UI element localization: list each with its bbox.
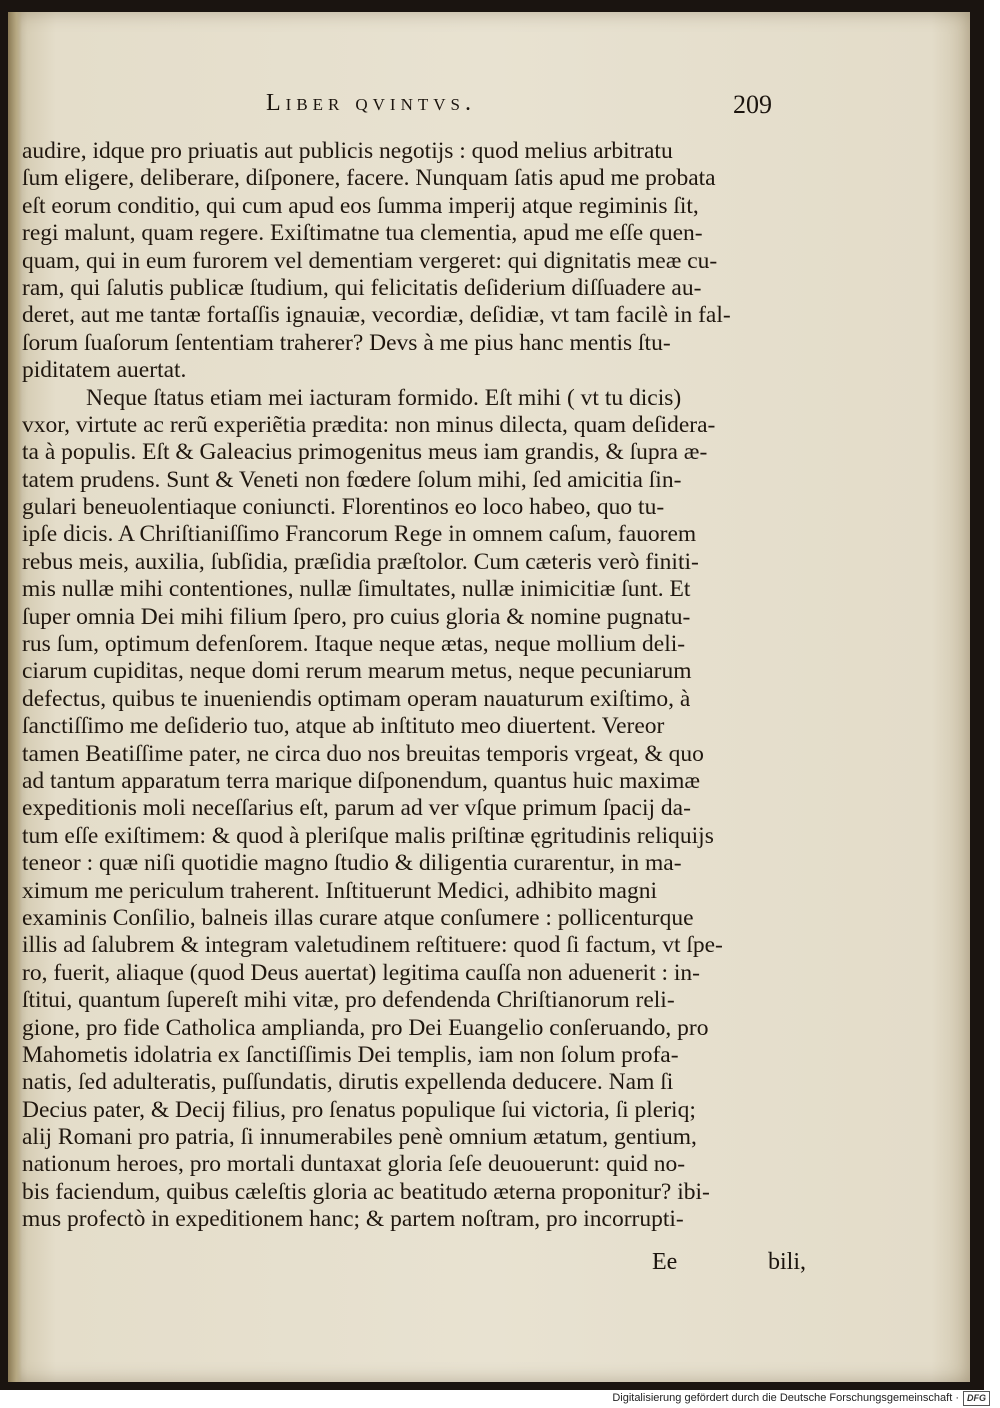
digitization-credit: Digitalisierung gefördert durch die Deutsche Forschungsgemeinschaft ·	[612, 1392, 959, 1404]
text-line: gione, pro fide Catholica amplianda, pro Dei Euangelio conſeruando, pro	[22, 1014, 709, 1041]
text-line: rus ſum, optimum defenſorem. Itaque neque ætas, neque mollium deli-	[22, 631, 686, 658]
text-line: gulari beneuolentiaque coniuncti. Florentinos eo loco habeo, quo tu-	[22, 494, 665, 521]
dfg-logo-icon: DFG	[963, 1391, 990, 1406]
text-line: tatem prudens. Sunt & Veneti non fœdere ſolum mihi, ſed amicitia ſin-	[22, 466, 682, 493]
text-line: Decius pater, & Decij filius, pro ſenatus populique ſui victoria, ſi pleriq;	[22, 1096, 696, 1123]
text-line: expeditionis moli neceſſarius eſt, parum ad ver vſque primum ſpacij da-	[22, 795, 691, 822]
text-line: defectus, quibus te inueniendis optimam operam nauaturum exiſtimo, à	[22, 685, 691, 712]
body-text	[22, 138, 810, 1234]
text-line: ſuper omnia Dei mihi filium ſpero, pro cuius gloria & nomine pugnatu-	[22, 603, 691, 630]
text-line: examinis Conſilio, balneis illas curare atque conſumere : pollicenturque	[22, 904, 694, 931]
text-line: teneor : quæ niſi quotidie magno ſtudio & diligentia curarentur, in ma-	[22, 850, 682, 877]
text-line: deret, aut me tantæ fortaſſis ignauiæ, vecordiæ, deſidiæ, vt tam facilè in fal-	[22, 302, 731, 329]
text-line: ximum me periculum traherent. Inſtituerunt Medici, adhibito magni	[22, 877, 657, 904]
catchline	[8, 1249, 970, 1277]
signature-mark: Ee	[652, 1249, 678, 1275]
page-gutter	[8, 12, 22, 1382]
text-line: illis ad ſalubrem & integram valetudinem reſtituere: quod ſi factum, vt ſpe-	[22, 932, 723, 959]
text-line: ram, qui ſalutis publicæ ſtudium, qui felicitatis deſiderium diſſuadere au-	[22, 274, 702, 301]
text-line: Mahometis idolatria ex ſanctiſſimis Dei templis, iam non ſolum profa-	[22, 1041, 679, 1068]
text-line: ſtitui, quantum ſupereſt mihi vitæ, pro defendenda Chriſtianorum reli-	[22, 987, 675, 1014]
text-line: mus profectò in expeditionem hanc; & partem noſtram, pro incorrupti-	[22, 1206, 684, 1233]
text-line: eſt eorum conditio, qui cum apud eos ſumma imperij atque regiminis ſit,	[22, 192, 699, 219]
text-line: piditatem auertat.	[22, 357, 187, 384]
digitization-footer	[612, 1390, 990, 1406]
text-line: rebus meis, auxilia, ſubſidia, præſidia præſtolor. Cum cæteris verò finiti-	[22, 548, 699, 575]
text-line: bis faciendum, quibus cæleſtis gloria ac beatitudo æterna proponitur? ibi-	[22, 1178, 710, 1205]
text-line: natis, ſed adulteratis, puſſundatis, dirutis expellenda deducere. Nam ſi	[22, 1069, 674, 1096]
text-line: quam, qui in eum furorem vel dementiam vergeret: qui dignitatis meæ cu-	[22, 247, 718, 274]
text-line: ad tantum apparatum terra marique diſponendum, quantus huic maximæ	[22, 767, 701, 794]
text-line: ro, fuerit, aliaque (quod Deus auertat) legitima cauſſa non aduenerit : in-	[22, 959, 700, 986]
book-page	[8, 12, 970, 1382]
page-header	[8, 90, 970, 130]
text-line: audire, idque pro priuatis aut publicis negotijs : quod melius arbitratu	[22, 138, 673, 164]
text-line: tum eſſe exiſtimem: & quod à pleriſque malis priſtinæ ęgritudinis reliquijs	[22, 822, 714, 849]
text-line: ciarum cupiditas, neque domi rerum mearum metus, neque pecuniarum	[22, 658, 692, 685]
text-line: vxor, virtute ac rerũ experiẽtia prædita: non minus dilecta, quam deſidera-	[22, 411, 716, 438]
text-line: ſanctiſſimo me deſiderio tuo, atque ab inſtituto meo diuertent. Vereor	[22, 713, 665, 740]
catchword: bili,	[768, 1249, 807, 1275]
page-number: 209	[733, 90, 772, 119]
text-line: alij Romani pro patria, ſi innumerabiles penè omnium ætatum, gentium,	[22, 1124, 697, 1151]
text-line: ipſe dicis. A Chriſtianiſſimo Francorum Rege in omnem caſum, fauorem	[22, 521, 697, 548]
text-line: ſum eligere, deliberare, diſponere, facere. Nunquam ſatis apud me probata	[22, 165, 716, 192]
text-line: ta à populis. Eſt & Galeacius primogenitus meus iam grandis, & ſupra æ-	[22, 439, 708, 466]
running-head: Liber qvintvs.	[266, 90, 476, 116]
text-line: tamen Beatiſſime pater, ne circa duo nos breuitas temporis vrgeat, & quo	[22, 740, 704, 767]
text-line: nationum heroes, pro mortali duntaxat gloria ſeſe deuouerunt: quid no-	[22, 1151, 686, 1178]
text-line: mis nullæ mihi contentiones, nullæ ſimultates, nullæ inimicitiæ ſunt. Et	[22, 576, 691, 603]
text-line: Neque ſtatus etiam mei iacturam formido. Eſt mihi ( vt tu dicis)	[86, 384, 682, 411]
text-line: regi malunt, quam regere. Exiſtimatne tua clementia, apud me eſſe quen-	[22, 220, 703, 247]
text-line: ſorum ſuaſorum ſententiam traherer? Devs à me pius hanc mentis ſtu-	[22, 329, 671, 356]
